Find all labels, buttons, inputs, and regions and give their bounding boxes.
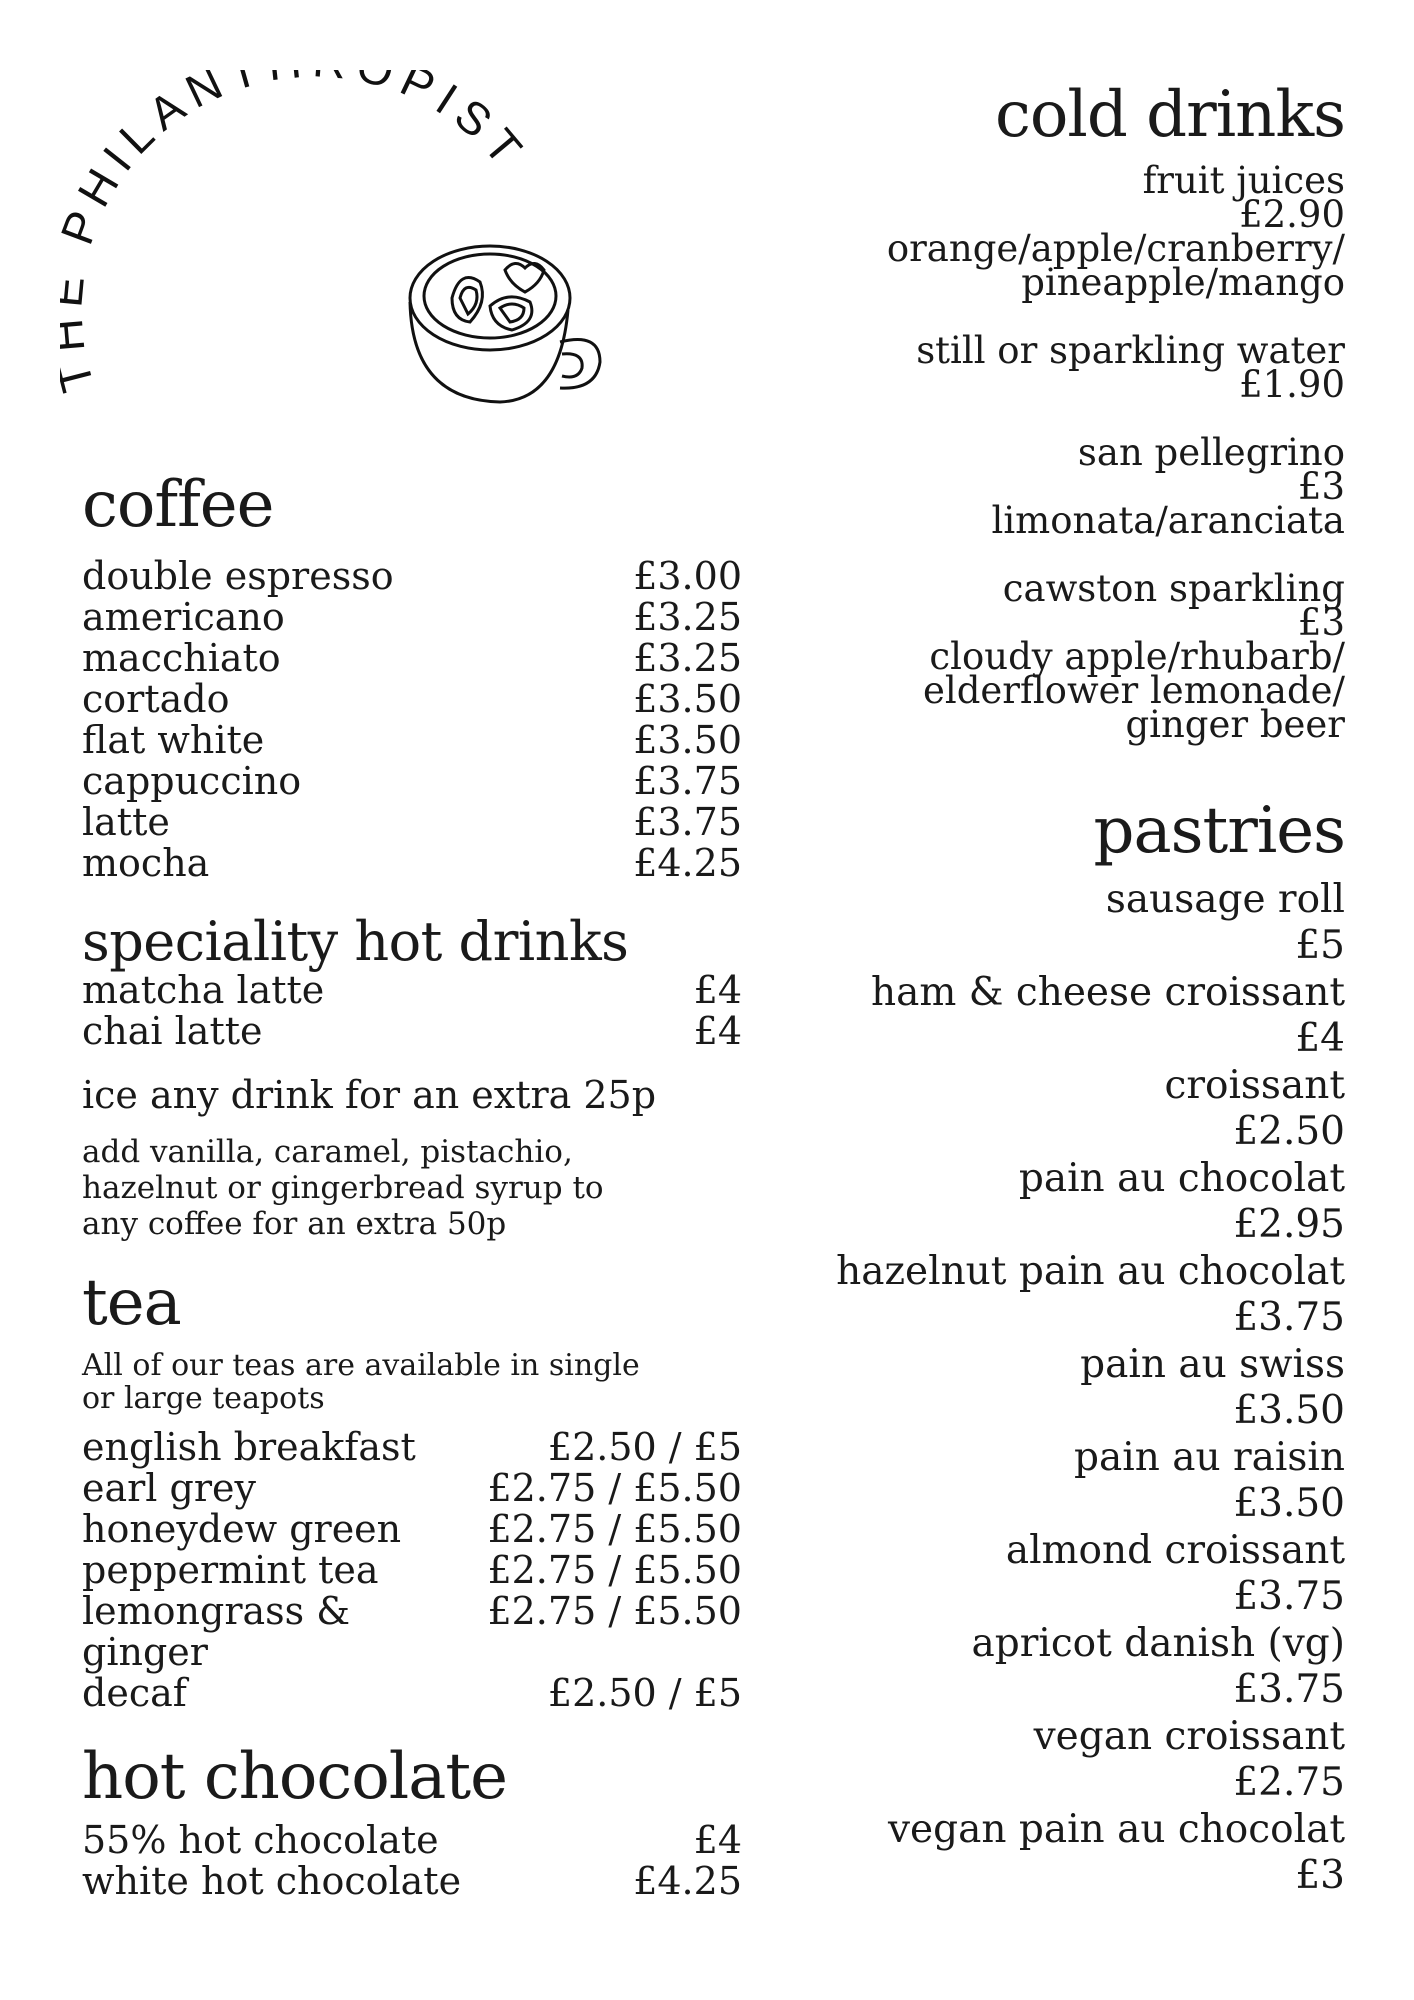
drink-name: san pellegrino xyxy=(1077,431,1345,475)
menu-item xyxy=(82,1465,742,1510)
item-name: latte xyxy=(82,800,170,845)
drink-price: £3 xyxy=(1297,601,1345,645)
item-name: flat white xyxy=(82,718,265,763)
item-name: decaf xyxy=(82,1670,187,1715)
item-price: £4 xyxy=(693,1009,742,1054)
item-name: double espresso xyxy=(82,554,394,599)
pastry-price: £3.75 xyxy=(1233,1667,1345,1713)
tea-title: tea xyxy=(82,1266,181,1341)
menu-item xyxy=(82,802,742,843)
item-price: £2.75 / £5.50 xyxy=(487,1547,742,1592)
pastry-item xyxy=(800,1621,1345,1714)
pastry-name: apricot danish (vg) xyxy=(971,1620,1345,1666)
cold-drinks-list xyxy=(800,159,1345,747)
pastry-name: almond croissant xyxy=(1005,1527,1345,1573)
item-name: matcha latte xyxy=(82,968,325,1013)
menu-item xyxy=(82,1588,742,1674)
pastries-title: pastries xyxy=(1093,794,1345,869)
pastry-item xyxy=(800,970,1345,1063)
pastry-name: sausage roll xyxy=(1105,876,1345,922)
item-price: £4 xyxy=(693,1818,742,1863)
item-price: £4 xyxy=(693,968,742,1013)
tea-note xyxy=(82,1349,742,1415)
item-price: £3.25 xyxy=(633,636,742,681)
syrup-note-line: add vanilla, caramel, pistachio, xyxy=(82,1134,573,1171)
drink-name: still or sparkling water xyxy=(916,329,1345,373)
item-name: english breakfast xyxy=(82,1424,416,1469)
menu-item xyxy=(82,679,742,720)
pastry-name: pain au raisin xyxy=(1074,1434,1345,1480)
tea-note-line: or large teapots xyxy=(82,1380,325,1416)
syrup-note-line: any coffee for an extra 50p xyxy=(82,1206,507,1243)
speciality-title: speciality hot drinks xyxy=(82,910,629,974)
pastry-item xyxy=(800,1156,1345,1249)
menu-item xyxy=(82,843,742,884)
item-name: peppermint tea xyxy=(82,1547,379,1592)
left-column xyxy=(82,470,742,1902)
right-column xyxy=(800,80,1345,1900)
item-price: £3.50 xyxy=(633,718,742,763)
pastry-price: £3.75 xyxy=(1233,1574,1345,1620)
menu-item xyxy=(82,970,742,1011)
menu-item xyxy=(82,1506,742,1551)
item-name: cortado xyxy=(82,677,230,722)
pastry-price: £2.50 xyxy=(1233,1109,1345,1155)
speciality-list xyxy=(82,970,742,1052)
drink-options: cloudy apple/rhubarb/ xyxy=(929,635,1345,679)
coffee-cup-icon xyxy=(60,70,620,430)
item-price: £2.50 / £5 xyxy=(547,1424,742,1469)
menu-item xyxy=(82,1861,742,1902)
menu-item xyxy=(82,1820,742,1861)
pastry-price: £3.75 xyxy=(1233,1295,1345,1341)
item-price: £3.00 xyxy=(633,554,742,599)
drink-options: orange/apple/cranberry/ xyxy=(886,227,1345,271)
drink-name: cawston sparkling xyxy=(1002,567,1345,611)
pastry-item xyxy=(800,877,1345,970)
cold-drink-group xyxy=(800,431,1345,543)
item-price: £2.75 / £5.50 xyxy=(487,1465,742,1510)
pastry-item xyxy=(800,1435,1345,1528)
hot-chocolate-title: hot chocolate xyxy=(82,1739,507,1814)
pastry-price: £3.50 xyxy=(1233,1388,1345,1434)
coffee-title: coffee xyxy=(82,468,274,542)
pastries-list xyxy=(800,877,1345,1900)
brand-logo xyxy=(60,70,620,430)
pastry-price: £2.75 xyxy=(1233,1760,1345,1806)
pastry-price: £2.95 xyxy=(1233,1202,1345,1248)
item-name: macchiato xyxy=(82,636,281,681)
syrup-note-line: hazelnut or gingerbread syrup to xyxy=(82,1170,604,1207)
item-price: £3.75 xyxy=(633,800,742,845)
drink-options: ginger beer xyxy=(1125,703,1345,747)
drink-options: limonata/aranciata xyxy=(991,499,1345,543)
item-name: mocha xyxy=(82,841,210,886)
menu-item xyxy=(82,1011,742,1052)
pastry-price: £5 xyxy=(1295,923,1345,969)
pastry-name: hazelnut pain au chocolat xyxy=(836,1248,1345,1294)
pastry-name: croissant xyxy=(1164,1062,1345,1108)
item-name: lemongrass & ginger xyxy=(82,1588,351,1674)
cold-drink-group xyxy=(800,159,1345,305)
pastry-price: £3.50 xyxy=(1233,1481,1345,1527)
pastry-price: £4 xyxy=(1295,1016,1345,1062)
drink-price: £1.90 xyxy=(1239,363,1345,407)
menu-item xyxy=(82,638,742,679)
menu-item xyxy=(82,556,742,597)
item-name: honeydew green xyxy=(82,1506,402,1551)
item-name: cappuccino xyxy=(82,759,302,804)
pastry-name: pain au chocolat xyxy=(1018,1155,1345,1201)
item-price: £2.75 / £5.50 xyxy=(487,1588,742,1633)
drink-options: elderflower lemonade/ xyxy=(923,669,1345,713)
coffee-list xyxy=(82,556,742,884)
tea-note-line: All of our teas are available in single xyxy=(82,1347,640,1383)
item-price: £3.75 xyxy=(633,759,742,804)
pastry-item xyxy=(800,1807,1345,1900)
drink-price: £2.90 xyxy=(1239,193,1345,237)
item-price: £2.50 / £5 xyxy=(547,1670,742,1715)
item-price: £3.25 xyxy=(633,595,742,640)
pastry-name: vegan croissant xyxy=(1033,1713,1345,1759)
menu-item xyxy=(82,1547,742,1592)
pastry-item xyxy=(800,1528,1345,1621)
pastry-item xyxy=(800,1063,1345,1156)
menu-item xyxy=(82,1424,742,1469)
brand-name: HILANT PIST xyxy=(67,70,538,216)
menu-item xyxy=(82,1670,742,1715)
drink-price: £3 xyxy=(1297,465,1345,509)
cold-drinks-title: cold drinks xyxy=(994,78,1345,152)
pastry-item xyxy=(800,1342,1345,1435)
drink-options: pineapple/mango xyxy=(1021,261,1345,305)
pastry-name: vegan pain au chocolat xyxy=(888,1806,1345,1852)
drink-name: fruit juices xyxy=(1142,159,1345,203)
pastry-name: pain au swiss xyxy=(1080,1341,1345,1387)
item-price: £2.75 / £5.50 xyxy=(487,1506,742,1551)
item-price: £4.25 xyxy=(633,841,742,886)
pastry-price: £3 xyxy=(1295,1853,1345,1899)
cold-drink-group xyxy=(800,567,1345,747)
item-name: white hot chocolate xyxy=(82,1859,462,1904)
item-price: £3.50 xyxy=(633,677,742,722)
menu-item xyxy=(82,720,742,761)
hot-chocolate-list xyxy=(82,1820,742,1902)
menu-item xyxy=(82,597,742,638)
item-price: £4.25 xyxy=(633,1859,742,1904)
pastry-item xyxy=(800,1714,1345,1807)
tea-list xyxy=(82,1424,742,1715)
item-name: 55% hot chocolate xyxy=(82,1818,439,1863)
item-name: earl grey xyxy=(82,1465,256,1510)
item-name: americano xyxy=(82,595,285,640)
pastry-item xyxy=(800,1249,1345,1342)
syrup-note xyxy=(82,1134,742,1242)
item-name: chai latte xyxy=(82,1009,263,1054)
cold-drink-group xyxy=(800,329,1345,407)
menu-item xyxy=(82,761,742,802)
pastry-name: ham & cheese croissant xyxy=(871,969,1345,1015)
ice-note: ice any drink for an extra 25p xyxy=(82,1073,657,1118)
